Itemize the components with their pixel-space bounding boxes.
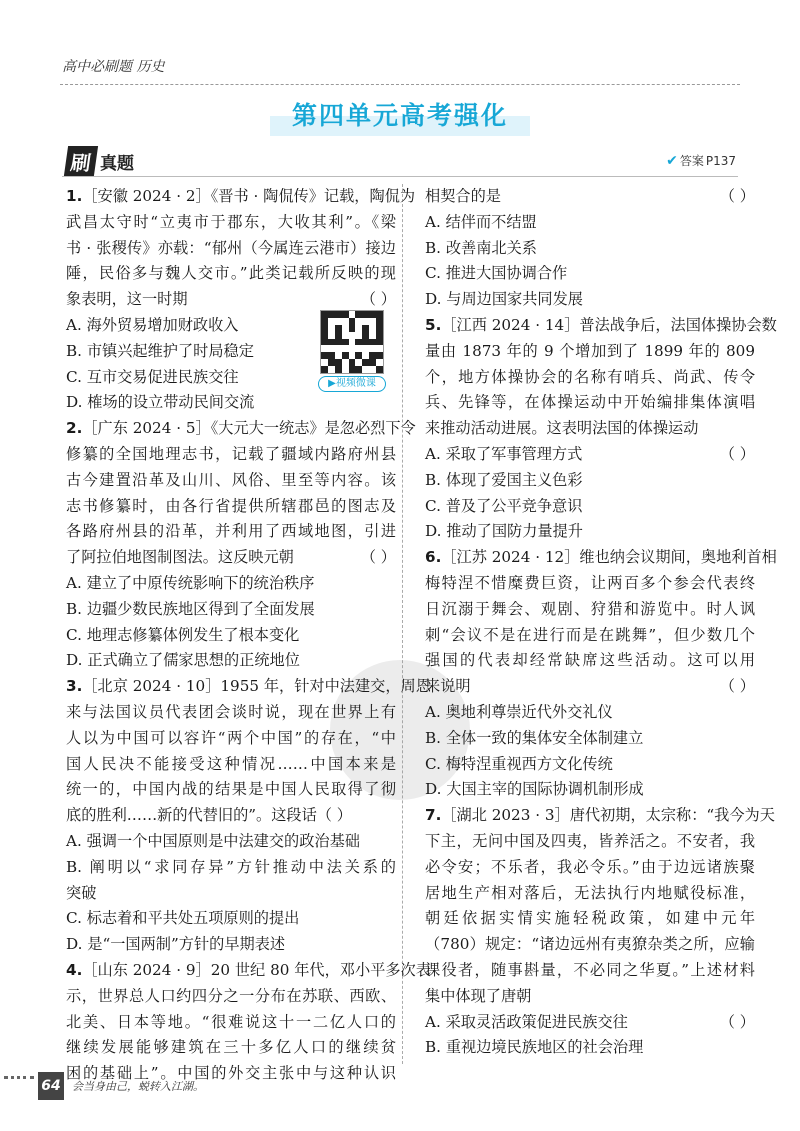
text-line — [66, 855, 396, 881]
line-text: 朝廷依据实情实施轻税政策，如建中元年 — [425, 909, 755, 928]
line-text: （780）规定：“诸边远州有夷獠杂类之所，应输 — [425, 935, 755, 954]
text-line — [66, 752, 396, 778]
line-text: A. 建立了中原传统影响下的统治秩序 — [66, 573, 315, 592]
text-line — [425, 777, 755, 803]
text-line — [425, 261, 755, 287]
line-text: 陲，民俗多与魏人交市。”此类记载所反映的现 — [66, 264, 396, 283]
line-text: C. 标志着和平共处五项原则的提出 — [66, 909, 300, 928]
page-number: 64 — [38, 1072, 64, 1100]
text-line — [425, 752, 755, 778]
text-line — [66, 1035, 396, 1061]
line-text: 象表明，这一时期 — [66, 290, 188, 309]
line-text: D. 推动了国防力量提升 — [425, 522, 583, 541]
text-line — [66, 932, 396, 958]
line-text: 集中体现了唐朝 — [425, 986, 532, 1005]
line-text: D. 与周边国家共同发展 — [425, 290, 583, 309]
text-line — [66, 597, 396, 623]
line-text: 统一的，中国内战的结果是中国人民取得了彻 — [66, 780, 396, 799]
text-line — [66, 442, 396, 468]
line-text: 来与法国议员代表团会谈时说，现在世界上有 — [66, 702, 396, 721]
answer-blank[interactable]: （ ） — [719, 444, 755, 463]
right-column — [425, 184, 777, 1061]
line-text: C. 普及了公平竞争意识 — [425, 496, 583, 515]
book-header: 高中必刷题 历史 — [62, 59, 165, 75]
text-line — [66, 519, 396, 545]
line-text: C. 推进大国协调合作 — [425, 264, 568, 283]
line-text: ［江苏 2024 · 12］维也纳会议期间，奥地利首相 — [441, 548, 777, 567]
line-text: ［江西 2024 · 14］普法战争后，法国体操协会数 — [441, 315, 777, 334]
text-line — [425, 390, 755, 416]
text-line — [66, 623, 396, 649]
text-line — [425, 855, 755, 881]
section-badge-label: 真题 — [100, 153, 134, 174]
text-line — [66, 700, 396, 726]
line-text: B. 全体一致的集体安全体制建立 — [425, 728, 644, 747]
line-text: 继续发展能够建筑在三十多亿人口的继续贫 — [66, 1038, 396, 1057]
text-line — [425, 829, 755, 855]
header-divider — [60, 84, 740, 85]
line-text: 来说明 — [425, 677, 471, 696]
line-text: A. 采取灵活政策促进民族交往 — [425, 1012, 628, 1031]
line-text: B. 改善南北关系 — [425, 238, 537, 257]
text-line — [425, 313, 777, 339]
line-text: B. 重视边境民族地区的社会治理 — [425, 1038, 644, 1057]
text-line — [425, 984, 755, 1010]
line-text: B. 边疆少数民族地区得到了全面发展 — [66, 599, 315, 618]
line-text: 人以为中国可以容许“两个中国”的存在，“中 — [66, 728, 396, 747]
text-line — [425, 1010, 755, 1036]
text-line — [425, 545, 777, 571]
section-badge — [66, 146, 134, 176]
text-line — [66, 390, 396, 416]
qr-code[interactable] — [318, 310, 386, 392]
line-text: 日沉溺于舞会、观剧、狩猎和游览中。时人讽 — [425, 599, 755, 618]
line-text: 北美、日本等地。“很难说这十一二亿人口的 — [66, 1012, 396, 1031]
line-text: 量由 1873 年的 9 个增加到了 1899 年的 809 — [425, 341, 755, 360]
line-text: A. 采取了军事管理方式 — [425, 444, 583, 463]
text-line — [425, 803, 775, 829]
line-text: C. 梅特涅重视西方文化传统 — [425, 754, 613, 773]
line-text: 修纂的全国地理志书，记载了疆域内路府州县 — [66, 444, 396, 463]
line-text: 刺“会议不是在进行而是在跳舞”，但少数几个 — [425, 625, 755, 644]
line-text: 相契合的是 — [425, 187, 501, 205]
answer-blank[interactable]: （ ） — [360, 548, 396, 567]
line-text: 了阿拉伯地图制图法。这反映元朝 — [66, 548, 294, 567]
text-line — [425, 958, 755, 984]
unit-title-container — [0, 92, 800, 136]
line-text: 书 · 张稷传》亦载：“郁州（今属连云港市）接边 — [66, 238, 396, 257]
question-number: 1. — [66, 187, 83, 205]
answer-blank[interactable]: （ ） — [719, 677, 755, 696]
line-text: 困的基础上”。中国的外交主张中与这种认识 — [66, 1064, 396, 1083]
line-text: ［湖北 2023 · 3］唐代初期，太宗称：“我今为天 — [441, 806, 775, 825]
line-text: 突破 — [66, 883, 97, 902]
text-line — [66, 777, 396, 803]
line-text: C. 地理志修纂体例发生了根本变化 — [66, 625, 300, 644]
text-line — [66, 210, 396, 236]
text-line — [425, 365, 755, 391]
line-text: 个，地方体操协会的名称有哨兵、尚武、传令 — [425, 367, 755, 386]
line-text: 底的胜利……新的代替旧的”。这段话（ ） — [66, 806, 352, 825]
text-line — [425, 571, 755, 597]
text-line — [66, 1010, 396, 1036]
line-text: 梅特涅不惜糜费巨资，让两百多个参会代表终 — [425, 573, 755, 592]
question-number: 2. — [66, 419, 83, 438]
line-text: D. 大国主宰的国际协调机制形成 — [425, 780, 644, 799]
qr-code-icon — [320, 310, 384, 374]
line-text: B. 市镇兴起维护了时局稳定 — [66, 341, 254, 360]
line-text: 志书修纂时，由各行省提供所辖郡邑的图志及 — [66, 496, 396, 515]
text-line — [425, 932, 755, 958]
text-line — [425, 623, 755, 649]
check-icon: ✔ — [666, 152, 678, 169]
text-line — [425, 210, 755, 236]
section-badge-icon: 刷 — [64, 146, 98, 176]
text-line — [66, 184, 416, 210]
line-text: ［山东 2024 · 9］20 世纪 80 年代，邓小平多次表 — [82, 960, 431, 979]
text-line — [66, 236, 396, 262]
video-lesson-label: ▶视频微课 — [318, 376, 386, 392]
answer-blank[interactable]: （ ） — [719, 187, 755, 205]
text-line — [425, 700, 755, 726]
text-line — [66, 881, 396, 907]
text-line — [425, 442, 755, 468]
answer-blank[interactable]: （ ） — [719, 1012, 755, 1031]
text-line — [425, 236, 755, 262]
text-line — [425, 468, 755, 494]
line-text: C. 互市交易促进民族交往 — [66, 367, 239, 386]
text-line — [66, 674, 431, 700]
line-text: D. 榷场的设立带动民间交流 — [66, 393, 255, 412]
line-text: 来推动活动进展。这表明法国的体操运动 — [425, 419, 699, 438]
text-line — [66, 545, 396, 571]
question-number: 3. — [66, 677, 83, 696]
text-line — [66, 494, 396, 520]
section-divider — [62, 176, 738, 177]
line-text: 下主，无问中国及四夷，皆养活之。不安者，我 — [425, 831, 755, 850]
text-line — [425, 1035, 755, 1061]
column-divider — [402, 184, 403, 1064]
line-text: B. 体现了爱国主义色彩 — [425, 470, 583, 489]
text-line — [66, 261, 396, 287]
text-line — [425, 184, 755, 210]
text-line — [425, 906, 755, 932]
line-text: 国人民决不能接受这种情况……中国本来是 — [66, 754, 396, 773]
text-line — [66, 958, 431, 984]
text-line — [425, 519, 755, 545]
text-line — [425, 597, 755, 623]
text-line — [66, 468, 396, 494]
line-text: ［北京 2024 · 10］1955 年，针对中法建交，周恩 — [82, 677, 431, 696]
text-line — [425, 287, 755, 313]
line-text: D. 是“一国两制”方针的早期表述 — [66, 935, 286, 954]
line-text: 示，世界总人口约四分之一分布在苏联、西欧、 — [66, 986, 396, 1005]
line-text: ［广东 2024 · 5］《大元大一统志》是忽必烈下令 — [82, 419, 416, 438]
question-number: 4. — [66, 960, 83, 979]
line-text: 居地生产相对落后，无法执行内地赋役标准， — [425, 883, 755, 902]
text-line — [425, 674, 755, 700]
text-line — [425, 339, 755, 365]
answer-label: 答案 — [679, 154, 704, 168]
line-text: 强国的代表却经常缺席这些活动。这可以用 — [425, 651, 755, 670]
line-text: 必令安；不乐者，我必令乐。”由于边远诸族聚 — [425, 857, 755, 876]
text-line — [425, 726, 755, 752]
text-line — [66, 984, 396, 1010]
line-text: A. 奥地利尊崇近代外交礼仪 — [425, 702, 613, 721]
line-text: A. 强调一个中国原则是中法建交的政治基础 — [66, 831, 360, 850]
answer-reference[interactable] — [666, 152, 736, 169]
line-text: 课役者，随事斟量，不必同之华夏。”上述材料 — [425, 960, 755, 979]
question-number: 7. — [425, 806, 442, 825]
line-text: 古今建置沿革及山川、风俗、里至等内容。该 — [66, 470, 396, 489]
text-line — [425, 648, 755, 674]
line-text: D. 正式确立了儒家思想的正统地位 — [66, 651, 300, 670]
line-text: 各路府州县的沿革，并利用了西域地图，引进 — [66, 522, 396, 541]
text-line — [425, 881, 755, 907]
line-text: 兵、先锋等，在体操运动中开始编排集体演唱 — [425, 393, 755, 412]
text-line — [66, 726, 396, 752]
text-line — [66, 829, 396, 855]
line-text: ［安徽 2024 · 2］《晋书 · 陶侃传》记载，陶侃为 — [82, 187, 416, 205]
line-text: A. 海外贸易增加财政收入 — [66, 315, 239, 334]
text-line — [425, 416, 755, 442]
footer-slogan: 会当身由己，蜕转入江湖。 — [72, 1080, 204, 1093]
answer-blank[interactable]: （ ） — [360, 290, 396, 309]
question-number: 6. — [425, 548, 442, 567]
text-line — [66, 648, 396, 674]
answer-page: P137 — [705, 153, 736, 168]
text-line — [66, 416, 416, 442]
text-line — [66, 571, 396, 597]
question-number: 5. — [425, 315, 442, 334]
footer-dots — [4, 1076, 34, 1079]
line-text: 武昌太守时“立夷市于郡东，大收其利”。《梁 — [66, 212, 396, 231]
text-line — [66, 906, 396, 932]
unit-title: 第四单元高考强化 — [270, 92, 530, 136]
line-text: B. 阐明以“求同存异”方针推动中法关系的 — [66, 857, 396, 876]
text-line — [66, 803, 396, 829]
line-text: A. 结伴而不结盟 — [425, 212, 537, 231]
text-line — [425, 494, 755, 520]
